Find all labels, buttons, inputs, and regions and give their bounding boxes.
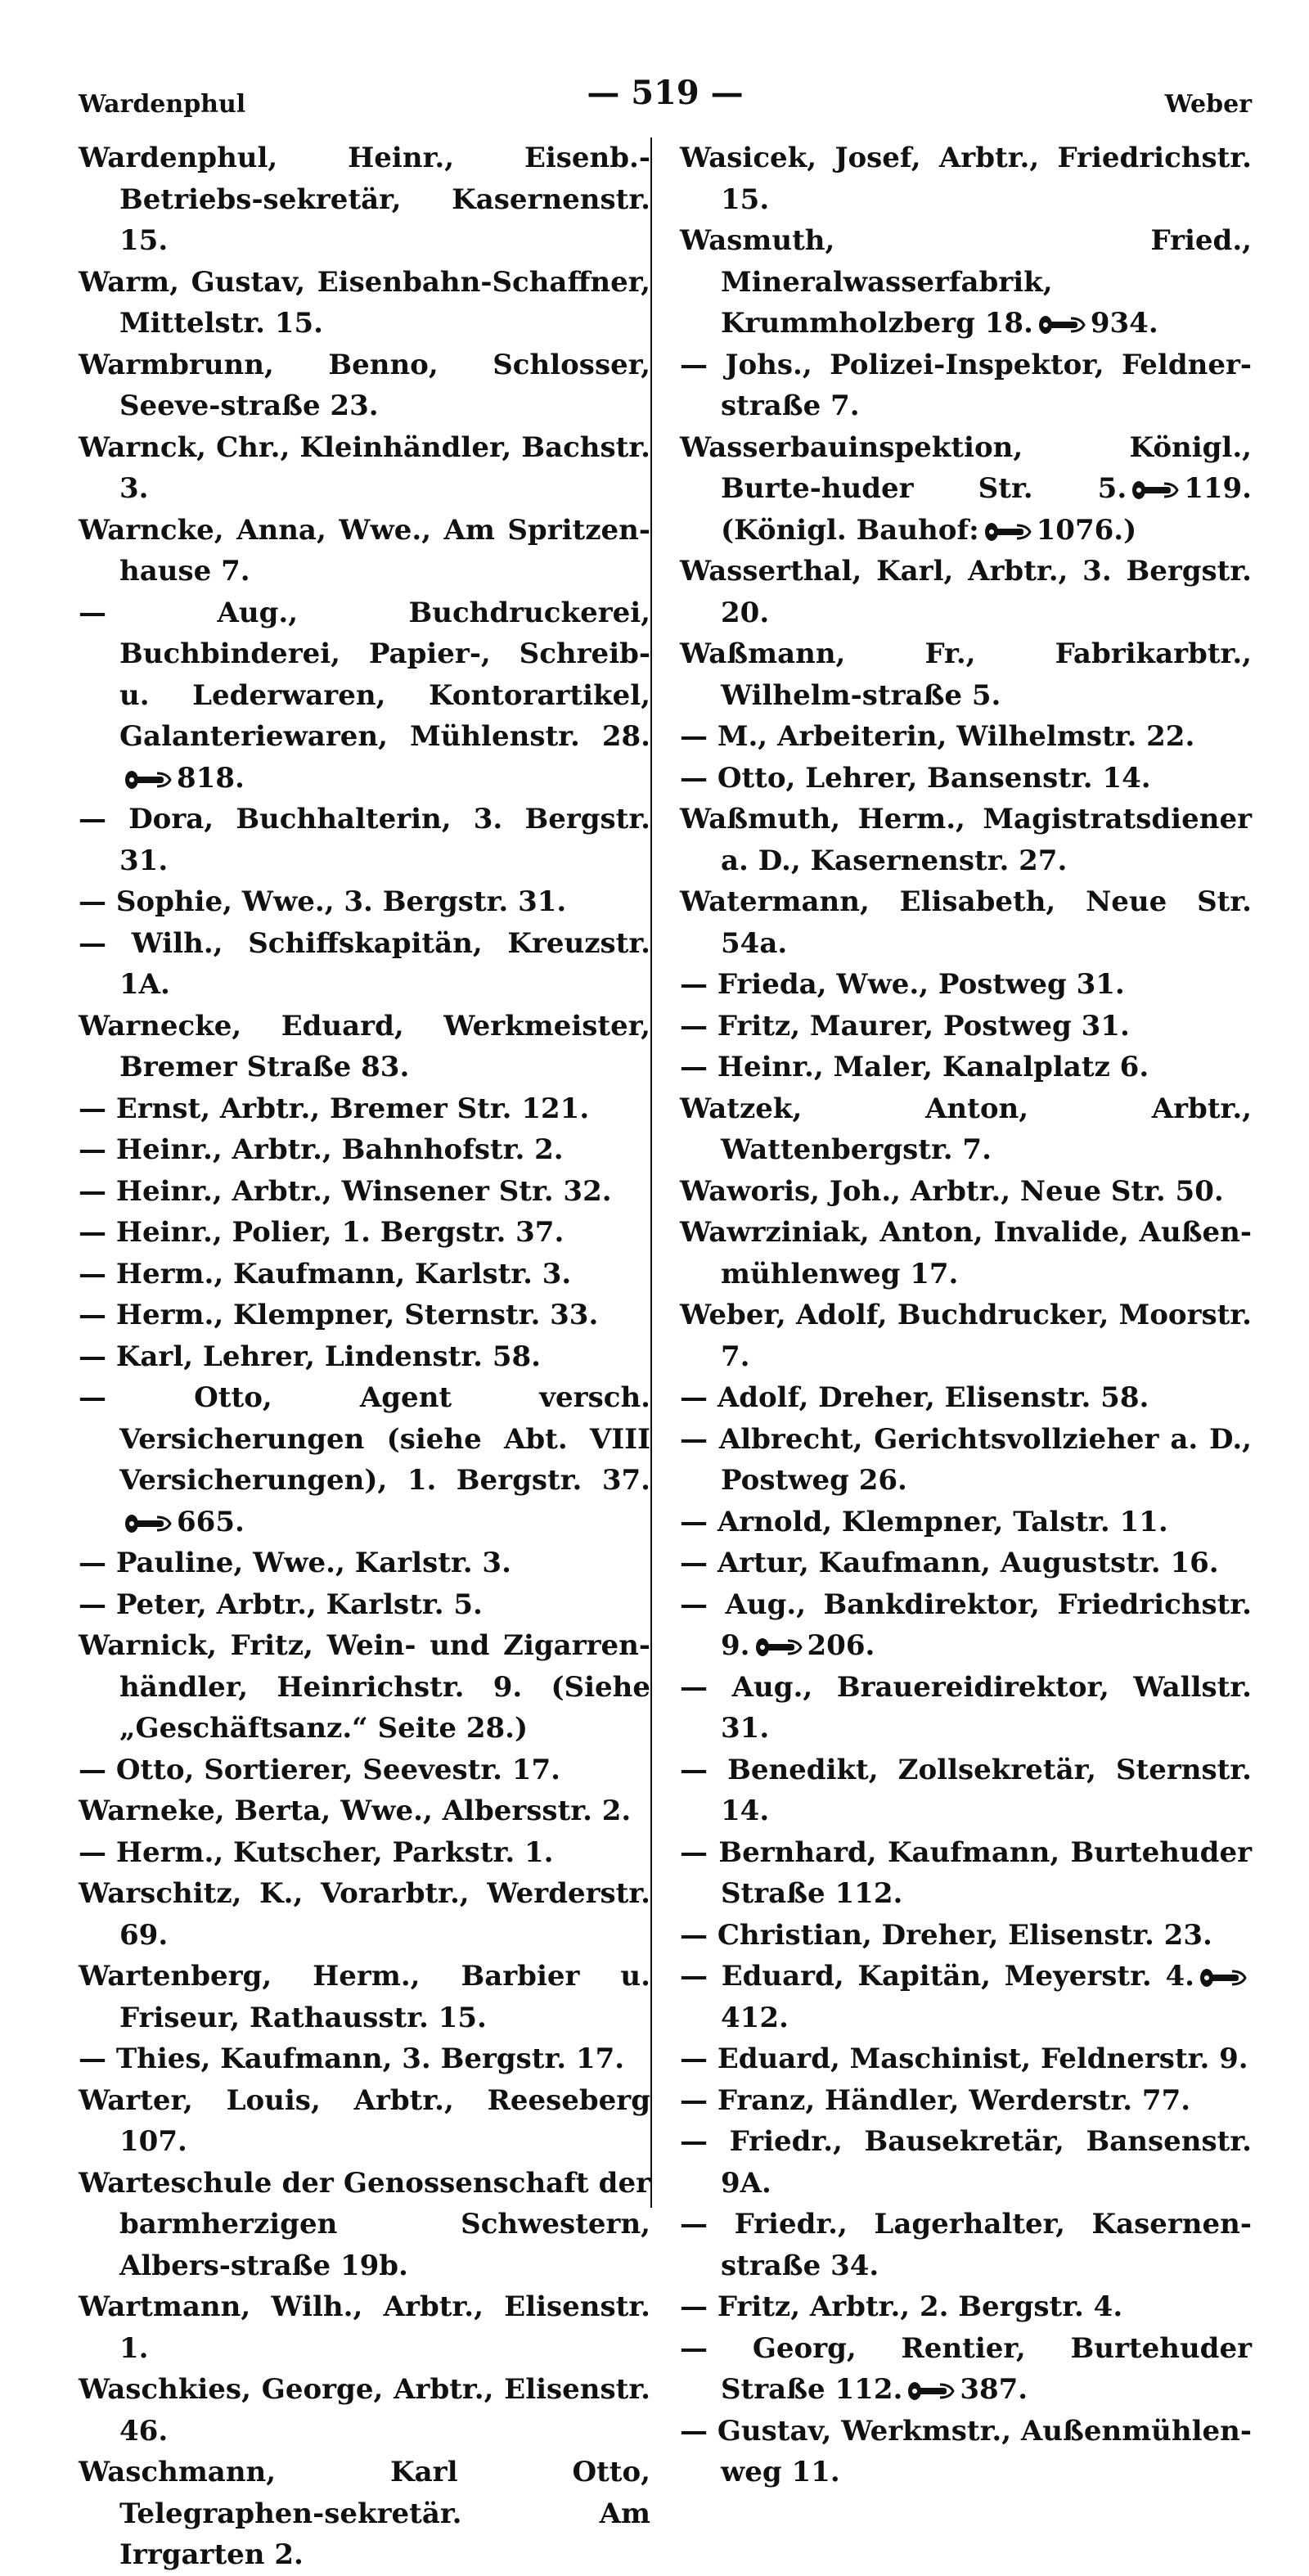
directory-entry [79, 1088, 650, 1130]
directory-entry [79, 1584, 650, 1626]
directory-entry [680, 1212, 1252, 1295]
directory-entry [79, 2452, 650, 2576]
directory-entry [680, 1542, 1252, 1584]
header-first-entry: Wardenphul [79, 90, 246, 119]
telephone-icon [1199, 1967, 1247, 1988]
directory-entry [680, 1006, 1252, 1047]
directory-entry [79, 510, 650, 592]
entry-text: — Ernst, Arbtr., Bremer Str. 121. [79, 1092, 590, 1125]
entry-text: Warnck, Chr., Kleinhändler, Bachstr. 3. [79, 430, 650, 505]
entry-text: — Otto, Agent versch. Versicherungen (siehe Abt. VIII Versicherungen), 1. Bergstr. 37. [79, 1381, 650, 1497]
entry-text: — Wilh., Schiffskapitän, Kreuzstr. 1A. [79, 926, 650, 1001]
entry-text: — Georg, Rentier, Burtehuder Straße 112. [680, 2331, 1252, 2406]
entry-text: 412. [721, 2001, 789, 2034]
entry-text: — Friedr., Bausekretär, Bansenstr. 9A. [680, 2125, 1252, 2200]
telephone-icon [984, 521, 1032, 543]
directory-entry [79, 2369, 650, 2452]
entry-text: — Frieda, Wwe., Postweg 31. [680, 968, 1125, 1001]
entry-text: Wasmuth, Fried., Mineralwasserfabrik, Krummholzberg 18. [680, 224, 1252, 340]
entry-text: — Adolf, Dreher, Elisenstr. 58. [680, 1381, 1149, 1414]
directory-entry [79, 1750, 650, 1791]
directory-entry [79, 1542, 650, 1584]
directory-entry [79, 262, 650, 345]
directory-entry [79, 427, 650, 510]
entry-text: Warncke, Anna, Wwe., Am Spritzen-hause 7. [79, 513, 650, 588]
entry-text: — Aug., Buchdruckerei, Buchbinderei, Papier-, Schreib- u. Lederwaren, Kontorartikel, Galanteriewaren, Mühlenstr. 28. [79, 596, 650, 753]
directory-entry [79, 2038, 650, 2080]
entry-text: — Bernhard, Kaufmann, Burtehuder Straße 112. [680, 1835, 1252, 1910]
entry-text: — Thies, Kaufmann, 3. Bergstr. 17. [79, 2042, 625, 2075]
entry-text: 119. (Königl. Bauhof: [721, 472, 1252, 547]
entry-text: 387. [960, 2373, 1028, 2406]
directory-entry [680, 1584, 1252, 1667]
entry-text: Wawrziniak, Anton, Invalide, Außen-mühlenweg 17. [680, 1216, 1252, 1290]
telephone-icon [1038, 314, 1086, 336]
entry-text: — Dora, Buchhalterin, 3. Bergstr. 31. [79, 803, 650, 877]
directory-entry [79, 345, 650, 427]
directory-entry [79, 923, 650, 1006]
directory-entry [680, 427, 1252, 552]
entry-text: — Pauline, Wwe., Karlstr. 3. [79, 1547, 511, 1579]
telephone-icon [124, 1513, 172, 1534]
directory-entry [680, 2328, 1252, 2411]
entry-text: 665. [177, 1505, 245, 1538]
entry-text: Wartmann, Wilh., Arbtr., Elisenstr. 1. [79, 2290, 650, 2365]
directory-entry [79, 881, 650, 923]
entry-text: Wasserthal, Karl, Arbtr., 3. Bergstr. 20. [680, 555, 1252, 629]
entry-text: Waßmann, Fr., Fabrikarbtr., Wilhelm-straße 5. [680, 637, 1252, 712]
directory-entry [680, 551, 1252, 633]
right-column [680, 137, 1252, 2576]
directory-entry [680, 1171, 1252, 1213]
entry-text: Watzek, Anton, Arbtr., Wattenbergstr. 7. [680, 1092, 1252, 1166]
entry-text: — Heinr., Polier, 1. Bergstr. 37. [79, 1216, 565, 1249]
entry-text: Wasicek, Josef, Arbtr., Friedrichstr. 15. [680, 142, 1252, 216]
directory-entry [79, 1212, 650, 1254]
entry-text: Warteschule der Genossenschaft der barmherzigen Schwestern, Albers-straße 19b. [79, 2166, 650, 2282]
entry-text: 206. [807, 1629, 875, 1662]
directory-entry [680, 2080, 1252, 2122]
directory-entry [79, 799, 650, 881]
entry-text: — Franz, Händler, Werderstr. 77. [680, 2083, 1191, 2117]
entry-text: Warter, Louis, Arbtr., Reeseberg 107. [79, 2083, 650, 2158]
entry-text: Waßmuth, Herm., Magistratsdiener a. D., Kasernenstr. 27. [680, 803, 1252, 877]
directory-entry [680, 1295, 1252, 1377]
directory-entry [79, 1295, 650, 1336]
directory-entry [79, 1832, 650, 1874]
entry-text: Weber, Adolf, Buchdrucker, Moorstr. 7. [680, 1299, 1252, 1373]
entry-text: — Friedr., Lagerhalter, Kasernen-straße 34. [680, 2208, 1252, 2282]
directory-entry [79, 1956, 650, 2038]
directory-entry [680, 1088, 1252, 1171]
left-column [79, 137, 650, 2576]
entry-text: Wartenberg, Herm., Barbier u. Friseur, Rathausstr. 15. [79, 1960, 650, 2034]
entry-text: — Heinr., Arbtr., Winsener Str. 32. [79, 1174, 612, 1208]
entry-text: — Aug., Brauereidirektor, Wallstr. 31. [680, 1670, 1252, 1745]
entry-text: — Eduard, Kapitän, Meyerstr. 4. [680, 1960, 1194, 1993]
telephone-icon [124, 769, 172, 790]
entry-text: Waschmann, Karl Otto, Telegraphen-sekretär. Am Irrgarten 2. [79, 2456, 650, 2571]
directory-entry [680, 1502, 1252, 1543]
entry-text: Warm, Gustav, Eisenbahn-Schaffner, Mittelstr. 15. [79, 265, 650, 340]
telephone-icon [907, 2380, 955, 2402]
entry-text: — Fritz, Maurer, Postweg 31. [680, 1009, 1130, 1043]
telephone-icon [755, 1637, 803, 1658]
directory-entry [680, 2411, 1252, 2493]
directory-entry [680, 1667, 1252, 1750]
directory-entry [680, 2038, 1252, 2080]
directory-entry [680, 2286, 1252, 2328]
entry-text: Watermann, Elisabeth, Neue Str. 54a. [680, 885, 1252, 960]
entry-text: — Albrecht, Gerichtsvollzieher a. D., Postweg 26. [680, 1422, 1252, 1497]
entry-text: — Herm., Kaufmann, Karlstr. 3. [79, 1257, 572, 1290]
directory-entry [680, 1377, 1252, 1419]
entry-text: — Karl, Lehrer, Lindenstr. 58. [79, 1340, 541, 1373]
directory-entry [680, 633, 1252, 716]
directory-entry [79, 1790, 650, 1832]
directory-entry [680, 964, 1252, 1006]
directory-entry [680, 2204, 1252, 2286]
entry-text: — Heinr., Arbtr., Bahnhofstr. 2. [79, 1133, 564, 1166]
directory-entry [680, 716, 1252, 758]
page-number: — 519 — [587, 74, 744, 112]
entry-text: — Peter, Arbtr., Karlstr. 5. [79, 1587, 483, 1621]
entry-text: Warneke, Berta, Wwe., Albersstr. 2. [79, 1795, 632, 1827]
entry-text: 818. [177, 761, 245, 795]
directory-entry [680, 1750, 1252, 1832]
entry-text: 1076.) [1036, 513, 1137, 547]
directory-columns [79, 137, 1252, 2576]
entry-text: — Arnold, Klempner, Talstr. 11. [680, 1505, 1168, 1538]
directory-entry [79, 2080, 650, 2163]
entry-text: — Fritz, Arbtr., 2. Bergstr. 4. [680, 2290, 1123, 2323]
entry-text: Warschitz, K., Vorarbtr., Werderstr. 69. [79, 1877, 650, 1952]
header-last-entry: Weber [1164, 90, 1252, 119]
entry-text: 934. [1090, 307, 1158, 340]
directory-entry [79, 1171, 650, 1213]
entry-text: — Otto, Sortierer, Seevestr. 17. [79, 1753, 560, 1786]
entry-text: — Johs., Polizei-Inspektor, Feldner-straße 7. [680, 348, 1252, 422]
directory-entry [680, 1832, 1252, 1915]
entry-text: — Artur, Kaufmann, Auguststr. 16. [680, 1547, 1219, 1579]
directory-entry [680, 799, 1252, 881]
entry-text: Warnick, Fritz, Wein- und Zigarren-händler, Heinrichstr. 9. (Siehe „Geschäftsanz.“ Seite 28.) [79, 1629, 650, 1745]
entry-text: — Eduard, Maschinist, Feldnerstr. 9. [680, 2042, 1248, 2075]
telephone-icon [1131, 480, 1179, 501]
entry-text: — Gustav, Werkmstr., Außenmühlen-weg 11. [680, 2414, 1252, 2488]
directory-entry [680, 345, 1252, 427]
entry-text: Wardenphul, Heinr., Eisenb.-Betriebs-sekretär, Kasernenstr. 15. [79, 142, 650, 257]
entry-text: — Herm., Kutscher, Parkstr. 1. [79, 1835, 554, 1869]
entry-text: — Herm., Klempner, Sternstr. 33. [79, 1299, 599, 1331]
directory-entry [79, 1625, 650, 1750]
column-divider [650, 137, 652, 2208]
entry-text: — Aug., Bankdirektor, Friedrichstr. 9. [680, 1587, 1252, 1662]
page-header [79, 74, 1252, 123]
entry-text: Wasserbauinspektion, Königl., Burte-huder Str. 5. [680, 430, 1252, 505]
entry-text: Waschkies, George, Arbtr., Elisenstr. 46. [79, 2373, 650, 2448]
entry-text: — Christian, Dreher, Elisenstr. 23. [680, 1918, 1212, 1952]
directory-entry [79, 592, 650, 799]
entry-text: — Otto, Lehrer, Bansenstr. 14. [680, 761, 1151, 795]
directory-entry [680, 1419, 1252, 1502]
directory-entry [680, 220, 1252, 345]
directory-entry [79, 1873, 650, 1956]
entry-text: — Sophie, Wwe., 3. Bergstr. 31. [79, 885, 567, 918]
directory-entry [680, 881, 1252, 964]
directory-entry [79, 1254, 650, 1295]
directory-entry [79, 2163, 650, 2287]
directory-entry [680, 1956, 1252, 2038]
directory-entry [680, 137, 1252, 220]
directory-entry [680, 758, 1252, 799]
entry-text: Waworis, Joh., Arbtr., Neue Str. 50. [680, 1174, 1224, 1208]
entry-text: — Heinr., Maler, Kanalplatz 6. [680, 1051, 1149, 1083]
directory-entry [79, 1006, 650, 1088]
directory-entry [680, 2121, 1252, 2204]
directory-entry [79, 1336, 650, 1378]
directory-entry [79, 1129, 650, 1171]
entry-text: Warnecke, Eduard, Werkmeister, Bremer Straße 83. [79, 1009, 650, 1083]
entry-text: — Benedikt, Zollsekretär, Sternstr. 14. [680, 1753, 1252, 1827]
entry-text: — M., Arbeiterin, Wilhelmstr. 22. [680, 720, 1195, 753]
directory-entry [680, 1047, 1252, 1088]
directory-entry [79, 1377, 650, 1542]
directory-entry [79, 2286, 650, 2369]
directory-entry [79, 137, 650, 262]
entry-text: Warmbrunn, Benno, Schlosser, Seeve-straße 23. [79, 348, 650, 422]
directory-entry [680, 1915, 1252, 1957]
